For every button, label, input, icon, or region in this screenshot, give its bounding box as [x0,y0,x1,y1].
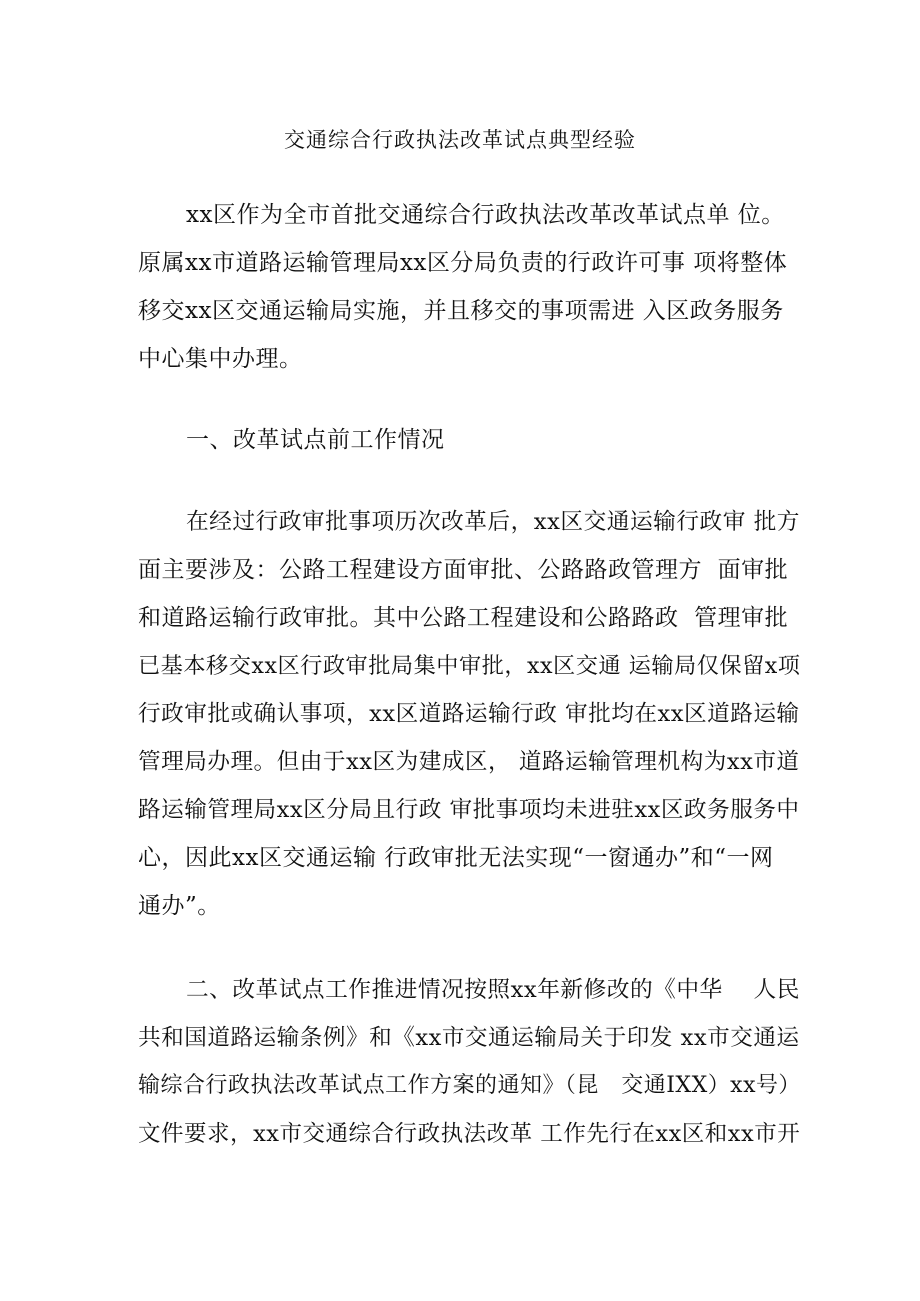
section1-line-6: 管理局办理。但由于xx区为建成区， 道路运输管理机构为xx市道 [138,749,800,775]
intro-line-1: xx区作为全市首批交通综合行政执法改革改革试点单 位。 [186,202,785,228]
section1-line-8: 心，因此xx区交通运输 行政审批无法实现“一窗通办”和“一网 [138,845,774,871]
section1-line-3: 和道路运输行政审批。其中公路工程建设和公路路政 管理审批 [138,605,789,631]
intro-line-4: 中心集中办理。 [138,346,303,372]
intro-line-2: 原属xx市道路运输管理局xx区分局负责的行政许可事 项将整体 [138,250,788,276]
section2-line-2: 共和国道路运输条例》和《xx市交通运输局关于印发 xx市交通运 [138,1025,800,1051]
section2-line-4: 文件要求，xx市交通综合行政执法改革 工作先行在xx区和xx市开 [138,1121,801,1147]
section1-line-4: 已基本移交xx区行政审批局集中审批，xx区交通 运输局仅保留x项 [138,653,801,679]
section1-line-2: 面主要涉及：公路工程建设方面审批、公路路政管理方 面审批 [138,557,789,583]
section1-line-5: 行政审批或确认事项，xx区道路运输行政 审批均在xx区道路运输 [138,701,800,727]
section1-line-1: 在经过行政审批事项历次改革后，xx区交通运输行政审 批方 [186,509,800,535]
section1-line-7: 路运输管理局xx区分局且行政 审批事项均未进驻xx区政务服务中 [138,797,800,823]
section1-line-9: 通办”。 [138,893,221,919]
document-title: 交通综合行政执法改革试点典型经验 [284,128,636,152]
section2-line-3: 输综合行政执法改革试点工作方案的通知》（昆 交通IXX）xx号） [138,1073,801,1098]
intro-line-3: 移交xx区交通运输局实施，并且移交的事项需进 入区政务服务 [138,298,784,324]
section1-heading: 一、改革试点前工作情况 [186,427,445,453]
section2-line-1: 二、改革试点工作推进情况按照xx年新修改的《中华 人民 [186,977,800,1003]
